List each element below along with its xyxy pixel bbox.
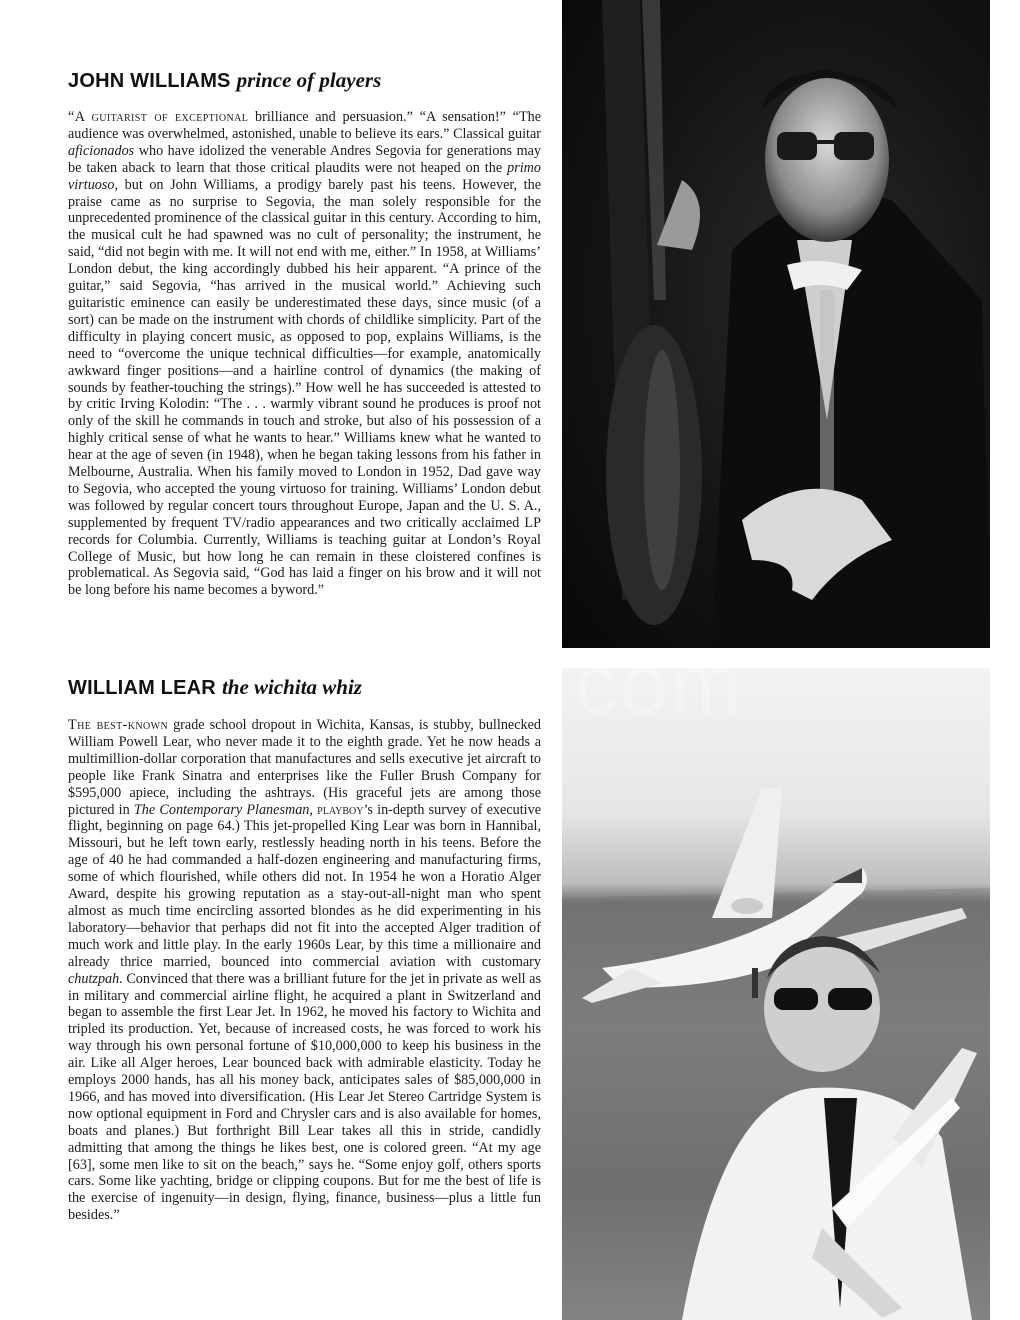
jet-and-man-illustration	[562, 668, 990, 1320]
article-john-williams	[68, 60, 541, 599]
article-body	[68, 717, 541, 1224]
italic-text: aficionados	[68, 142, 135, 159]
guitarist-illustration	[562, 0, 990, 648]
article-body	[68, 109, 541, 599]
italic-text: The Contemporary Planesman,	[133, 801, 313, 818]
body-text-run: Convinced that there was a brilliant future for the jet in private as well as in military and commercial airline flight, he acquired a plant in Switzerland and began to assemble the first Lear Jet. In 1962, he moved his factory to Wichita and tripled its production. Yet, because of increased costs, he was forced to work his way through his own personal fortune of $10,000,000 to keep his business in the air. Like all Alger heroes, Lear bounced back with admirable elasticity. Today he employs 2000 hands, has all his money back, anticipates sales of $85,000,000 in 1966, and has moved into diversification. (His Lear Jet Stereo Cartridge System is now optional equipment in Ford and Chrysler cars and is also available for homes, boats and planes.) But forthright Bill Lear takes all this in stride, candidly admitting that among the things he likes best, one is colored green. “At my age [63], some men like to sit on the beach,” says he. “Some enjoy golf, others sports cars. Some like yachting, bridge or clipping coupons. But for me the best of life is the exercise of ingenuity—in design, flying, finance, business—plus a little fun besides.”	[68, 970, 541, 1224]
italic-text: chutzpah.	[68, 970, 123, 987]
headline-subtitle: prince of players	[236, 68, 382, 92]
italic-text: primo virtuoso,	[68, 159, 541, 193]
body-text-run: ’s in-depth survey of executive flight, beginning on page 64.) This jet-propelled King Lear was born in Hannibal, Missouri, but he left town early, restlessly heading north in his teens. Before the age of 40 he had commanded a half-dozen engineering and manufacturing firms, some of which flourished, while others did not. In 1954 he won a Horatio Alger Award, despite his growing reputation as a stay-out-all-night man who spent almost as much time encircling assorted blondes as he did experimenting in his laboratory—behavior that perhaps did not fit into the accepted Alger tradition of much work and little play. In the early 1960s Lear, by this time a millionaire and already thrice married, bounced into commercial aviation with customary	[68, 801, 541, 970]
body-text-run: but on John Williams, a prodigy barely past his teens. However, the praise came as no surprise to Segovia, the man solely responsible for the unprecedented prominence of the classical guitar in this century. According to him, the musical cult he had spawned was no cult of personality; the instrument, he said, “did not begin with me. It will not end with me, either.” In 1958, at Williams’ London debut, the king accordingly dubbed his heir apparent. “A prince of the guitar,” said Segovia, “has arrived in the musical world.” Achieving such guitaristic eminence can easily be underestimated these days, since music (of a sort) can be made on the instrument with chords of childlike simplicity. Part of the difficulty in playing concert music, as opposed to pop, explains Williams, is the need to “overcome the unique technical difficulties—for example, anatomically awkward finger positions—and a hairline control of dynamics (the making of sounds by feather-touching the strings).” How well he has succeeded is attested to by critic Irving Kolodin: “The . . . warmly vibrant sound he produces is proof not only of the skill he commands in touch and stroke, but also of his possession of a highly critical sense of what he wants to hear.” Williams knew what he wanted to hear at the age of seven (in 1948), when he began taking lessons from his father in Melbourne, Australia. When his family moved to London in 1952, Dad gave way to Segovia, who accepted the young virtuoso for training. Williams’ London debut was followed by regular concert tours throughout Europe, Japan and the U. S. A., supplemented by frequent TV/radio appearances and two critically acclaimed LP records for Columbia. Currently, Williams is teaching guitar at London’s Royal College of Music, but how long he can remain in these cloistered confines is problematical. As Segovia said, “God has laid a finger on his brow and it will not be long before his name becomes a byword.”	[68, 176, 541, 599]
small-caps-text: playboy	[317, 801, 364, 818]
body-text-run: who have idolized the venerable Andres Segovia for generations may be taken aback to learn that those critical plaudits were not heaped on the	[68, 142, 541, 176]
headline-name: JOHN WILLIAMS	[68, 70, 231, 92]
photo-william-lear	[562, 668, 990, 1320]
headline-subtitle: the wichita whiz	[221, 675, 362, 699]
headline	[68, 60, 541, 92]
headline	[68, 667, 541, 699]
photo-john-williams	[562, 0, 990, 648]
body-text-run: grade school dropout in Wichita, Kansas, is stubby, bullnecked William Powell Lear, who never made it to the eighth grade. Yet he now heads a multimillion-dollar corporation that manufactures and sells executive jet aircraft to people like Frank Sinatra and enterprises like the Fuller Brush Company for $595,000 apiece, including the ashtrays. (His graceful jets are among those pictured in	[68, 717, 541, 818]
article-william-lear	[68, 667, 541, 1224]
lead-in: “A guitarist of exceptional	[68, 109, 249, 125]
lead-in: The best-known	[68, 717, 169, 733]
watermark: com	[575, 636, 744, 732]
body-text-run: brilliance and persuasion.” “A sensation!” “The audience was overwhelmed, astonished, unable to believe its ears.” Classical guitar	[68, 109, 541, 142]
headline-name: WILLIAM LEAR	[68, 677, 216, 699]
